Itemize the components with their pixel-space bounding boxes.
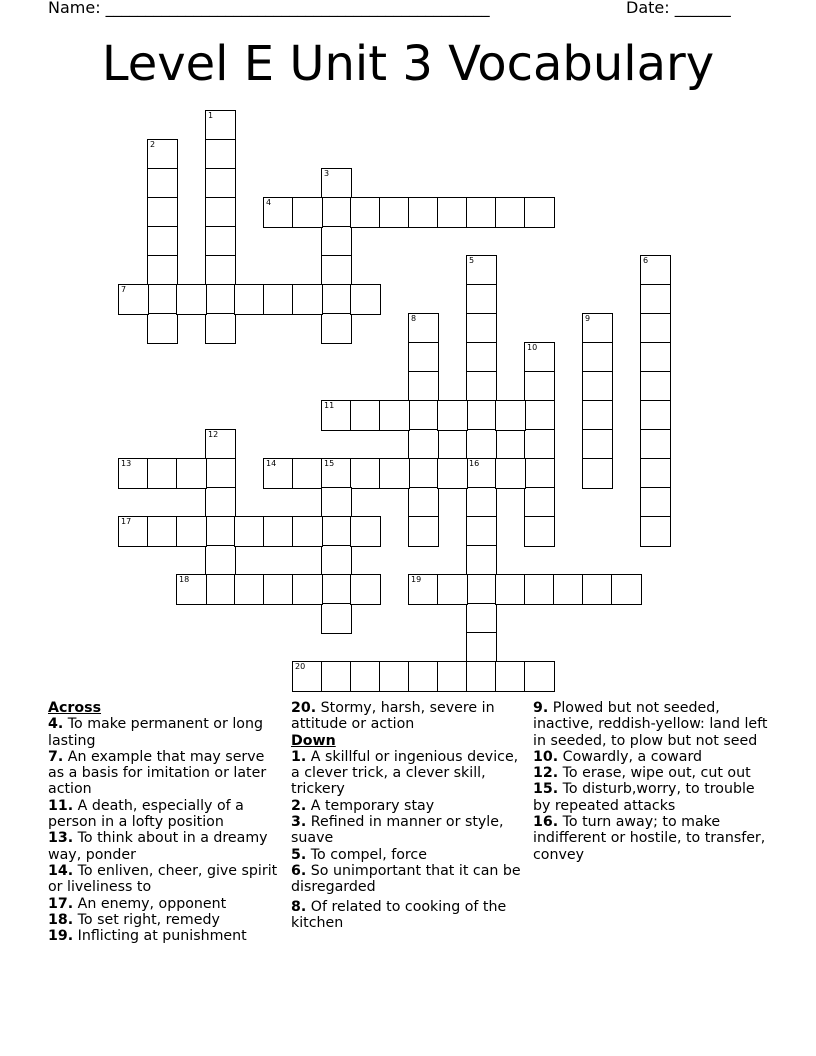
crossword-cell[interactable] <box>234 574 265 605</box>
crossword-cell[interactable] <box>640 342 671 373</box>
crossword-cell[interactable] <box>524 458 555 489</box>
clue-across-19: 19. Inflicting at punishment <box>48 928 247 945</box>
crossword-cell[interactable] <box>466 255 497 286</box>
crossword-cell[interactable] <box>118 458 149 489</box>
crossword-cell[interactable] <box>234 284 265 315</box>
clue-across-20: 20. Stormy, harsh, severe in attitude or action <box>291 700 495 733</box>
crossword-cell[interactable] <box>263 197 294 228</box>
crossword-cell[interactable] <box>147 516 178 547</box>
crossword-cell[interactable] <box>408 429 439 460</box>
cell-number: 18 <box>179 575 190 584</box>
clue-down-15: 15. To disturb,worry, to trouble by repeated attacks <box>533 781 755 814</box>
crossword-cell[interactable] <box>408 371 439 402</box>
crossword-cell[interactable] <box>437 458 468 489</box>
crossword-cell[interactable] <box>640 371 671 402</box>
crossword-cell[interactable] <box>205 168 236 199</box>
crossword-cell[interactable] <box>466 371 497 402</box>
crossword-cell[interactable] <box>495 458 526 489</box>
clue-down-9: 9. Plowed but not seeded, inactive, reddish-yellow: land left in seeded, to plow but not seed <box>533 700 768 749</box>
crossword-cell[interactable] <box>640 516 671 547</box>
cell-number: 16 <box>469 459 480 468</box>
crossword-cell[interactable] <box>205 255 236 286</box>
clue-across-7: 7. An example that may serve as a basis for imitation or later action <box>48 748 267 798</box>
crossword-cell[interactable] <box>205 574 236 605</box>
crossword-cell[interactable] <box>495 197 526 228</box>
crossword-cell[interactable] <box>321 603 352 634</box>
crossword-cell[interactable] <box>205 516 236 547</box>
clue-down-6: 6. So unimportant that it can be disregarded <box>291 862 521 896</box>
crossword-cell[interactable] <box>466 574 497 605</box>
crossword-cell[interactable] <box>350 516 381 547</box>
crossword-cell[interactable] <box>611 574 642 605</box>
crossword-cell[interactable] <box>379 661 410 692</box>
crossword-cell[interactable] <box>234 516 265 547</box>
clues-column-2 <box>291 700 527 931</box>
clue-across-17: 17. An enemy, opponent <box>48 895 227 912</box>
crossword-cell[interactable] <box>321 400 352 431</box>
clues-column-3 <box>533 700 769 863</box>
crossword-cell[interactable] <box>379 400 410 431</box>
crossword-cell[interactable] <box>466 487 497 518</box>
crossword-cell[interactable] <box>147 284 178 315</box>
crossword-cell[interactable] <box>321 255 352 286</box>
cell-number: 10 <box>527 343 538 352</box>
crossword-cell[interactable] <box>408 197 439 228</box>
crossword-cell[interactable] <box>466 400 497 431</box>
crossword-cell[interactable] <box>205 487 236 518</box>
crossword-cell[interactable] <box>524 342 555 373</box>
crossword-cell[interactable] <box>176 284 207 315</box>
crossword-cell[interactable] <box>321 168 352 199</box>
crossword-cell[interactable] <box>321 226 352 257</box>
clue-across-4: 4. To make permanent or long lasting <box>48 716 263 749</box>
clue-down-8: 8. Of related to cooking of the kitchen <box>291 898 507 931</box>
crossword-cell[interactable] <box>263 284 294 315</box>
down-heading: Down <box>291 732 336 749</box>
crossword-cell[interactable] <box>263 516 294 547</box>
crossword-cell[interactable] <box>263 574 294 605</box>
crossword-cell[interactable] <box>321 516 352 547</box>
crossword-cell[interactable] <box>524 197 555 228</box>
cell-number: 4 <box>266 198 272 207</box>
crossword-cell[interactable] <box>408 487 439 518</box>
crossword-cell[interactable] <box>379 458 410 489</box>
crossword-cell[interactable] <box>524 661 555 692</box>
cell-number: 14 <box>266 459 277 468</box>
crossword-cell[interactable] <box>582 313 613 344</box>
crossword-cell[interactable] <box>292 661 323 692</box>
clue-across-18: 18. To set right, remedy <box>48 911 220 928</box>
clue-down-1: 1. A skillful or ingenious device, a clever trick, a clever skill, trickery <box>291 748 519 798</box>
crossword-cell[interactable] <box>205 197 236 228</box>
crossword-cell[interactable] <box>321 661 352 692</box>
crossword-cell[interactable] <box>437 197 468 228</box>
crossword-cell[interactable] <box>118 516 149 547</box>
crossword-cell[interactable] <box>408 516 439 547</box>
crossword-cell[interactable] <box>147 313 178 344</box>
clue-across-11: 11. A death, especially of a person in a lofty position <box>48 797 244 831</box>
crossword-cell[interactable] <box>176 574 207 605</box>
crossword-cell[interactable] <box>176 458 207 489</box>
crossword-cell[interactable] <box>640 458 671 489</box>
cell-number: 9 <box>585 314 591 323</box>
crossword-cell[interactable] <box>292 458 323 489</box>
crossword-cell[interactable] <box>437 661 468 692</box>
crossword-cell[interactable] <box>205 110 236 141</box>
clue-across-14: 14. To enliven, cheer, give spirit or liveliness to <box>48 862 278 896</box>
cell-number: 12 <box>208 430 219 439</box>
crossword-cell[interactable] <box>437 574 468 605</box>
crossword-cell[interactable] <box>147 197 178 228</box>
crossword-cell[interactable] <box>640 429 671 460</box>
page-title: Level E Unit 3 Vocabulary <box>101 36 715 92</box>
crossword-cell[interactable] <box>466 458 497 489</box>
crossword-cell[interactable] <box>205 313 236 344</box>
cell-number: 17 <box>121 517 132 526</box>
crossword-cell[interactable] <box>582 400 613 431</box>
clue-down-5: 5. To compel, force <box>291 846 427 863</box>
crossword-cell[interactable] <box>524 574 555 605</box>
crossword-cell[interactable] <box>321 545 352 576</box>
crossword-cell[interactable] <box>466 603 497 634</box>
crossword-cell[interactable] <box>147 255 178 286</box>
crossword-cell[interactable] <box>321 197 352 228</box>
crossword-cell[interactable] <box>640 255 671 286</box>
crossword-cell[interactable] <box>147 168 178 199</box>
crossword-cell[interactable] <box>147 458 178 489</box>
crossword-cell[interactable] <box>524 487 555 518</box>
crossword-cell[interactable] <box>321 574 352 605</box>
crossword-cell[interactable] <box>524 400 555 431</box>
crossword-cell[interactable] <box>350 284 381 315</box>
clue-down-10: 10. Cowardly, a coward <box>533 748 703 765</box>
crossword-cell[interactable] <box>582 574 613 605</box>
clue-down-3: 3. Refined in manner or style, suave <box>291 814 504 847</box>
cell-number: 13 <box>121 459 132 468</box>
crossword-cell[interactable] <box>292 574 323 605</box>
crossword-cell[interactable] <box>495 400 526 431</box>
cell-number: 20 <box>295 662 306 671</box>
crossword-cell[interactable] <box>466 516 497 547</box>
clue-down-16: 16. To turn away; to make indifferent or hostile, to transfer, convey <box>533 814 766 863</box>
across-heading: Across <box>48 700 102 716</box>
crossword-cell[interactable] <box>350 400 381 431</box>
crossword-cell[interactable] <box>205 458 236 489</box>
crossword-cell[interactable] <box>640 400 671 431</box>
cell-number: 7 <box>121 285 127 294</box>
crossword-cell[interactable] <box>205 139 236 170</box>
crossword-cell[interactable] <box>582 458 613 489</box>
crossword-cell[interactable] <box>292 284 323 315</box>
crossword-cell[interactable] <box>205 226 236 257</box>
crossword-cell[interactable] <box>350 661 381 692</box>
crossword-cell[interactable] <box>408 574 439 605</box>
crossword-cell[interactable] <box>292 197 323 228</box>
cell-number: 1 <box>208 111 214 120</box>
cell-number: 5 <box>469 256 475 265</box>
crossword-cell[interactable] <box>408 313 439 344</box>
crossword-cell[interactable] <box>321 313 352 344</box>
crossword-cell[interactable] <box>408 400 439 431</box>
crossword-cell[interactable] <box>379 197 410 228</box>
crossword-cell[interactable] <box>437 400 468 431</box>
crossword-cell[interactable] <box>582 429 613 460</box>
crossword-cell[interactable] <box>466 429 497 460</box>
crossword-cell[interactable] <box>524 429 555 460</box>
crossword-cell[interactable] <box>640 313 671 344</box>
crossword-cell[interactable] <box>582 371 613 402</box>
crossword-cell[interactable] <box>466 661 497 692</box>
crossword-cell[interactable] <box>466 545 497 576</box>
cell-number: 15 <box>324 459 335 468</box>
name-line: Name: ________________________________________________ <box>48 0 490 17</box>
crossword-cell[interactable] <box>147 139 178 170</box>
crossword-cell[interactable] <box>553 574 584 605</box>
crossword-cell[interactable] <box>466 313 497 344</box>
crossword-cell[interactable] <box>524 371 555 402</box>
crossword-cell[interactable] <box>495 574 526 605</box>
crossword-cell[interactable] <box>408 342 439 373</box>
crossword-cell[interactable] <box>321 458 352 489</box>
clue-across-13: 13. To think about in a dreamy way, ponder <box>48 830 268 863</box>
date-line: Date: _______ <box>626 0 731 17</box>
crossword-cell[interactable] <box>466 197 497 228</box>
crossword-cell[interactable] <box>408 661 439 692</box>
crossword-cell[interactable] <box>350 458 381 489</box>
cell-number: 2 <box>150 140 156 149</box>
crossword-cell[interactable] <box>176 516 207 547</box>
crossword-cell[interactable] <box>147 226 178 257</box>
crossword-cell[interactable] <box>321 284 352 315</box>
clues-column-1 <box>48 700 284 944</box>
crossword-cell[interactable] <box>350 197 381 228</box>
crossword-cell[interactable] <box>205 284 236 315</box>
crossword-cell[interactable] <box>640 284 671 315</box>
crossword-cell[interactable] <box>350 574 381 605</box>
cell-number: 6 <box>643 256 649 265</box>
cell-number: 11 <box>324 401 335 410</box>
crossword-cell[interactable] <box>205 429 236 460</box>
crossword-cell[interactable] <box>408 458 439 489</box>
cell-number: 3 <box>324 169 330 178</box>
crossword-cell[interactable] <box>292 516 323 547</box>
clue-down-2: 2. A temporary stay <box>291 797 435 814</box>
crossword-cell[interactable] <box>321 487 352 518</box>
crossword-cell[interactable] <box>582 342 613 373</box>
clue-down-12: 12. To erase, wipe out, cut out <box>533 765 751 782</box>
crossword-cell[interactable] <box>205 545 236 576</box>
crossword-cell[interactable] <box>495 661 526 692</box>
crossword-cell[interactable] <box>466 342 497 373</box>
crossword-cell[interactable] <box>466 632 497 663</box>
crossword-cell[interactable] <box>524 516 555 547</box>
cell-number: 19 <box>411 575 422 584</box>
cell-number: 8 <box>411 314 417 323</box>
crossword-cell[interactable] <box>640 487 671 518</box>
crossword-cell[interactable] <box>118 284 149 315</box>
crossword-cell[interactable] <box>466 284 497 315</box>
crossword-cell[interactable] <box>263 458 294 489</box>
